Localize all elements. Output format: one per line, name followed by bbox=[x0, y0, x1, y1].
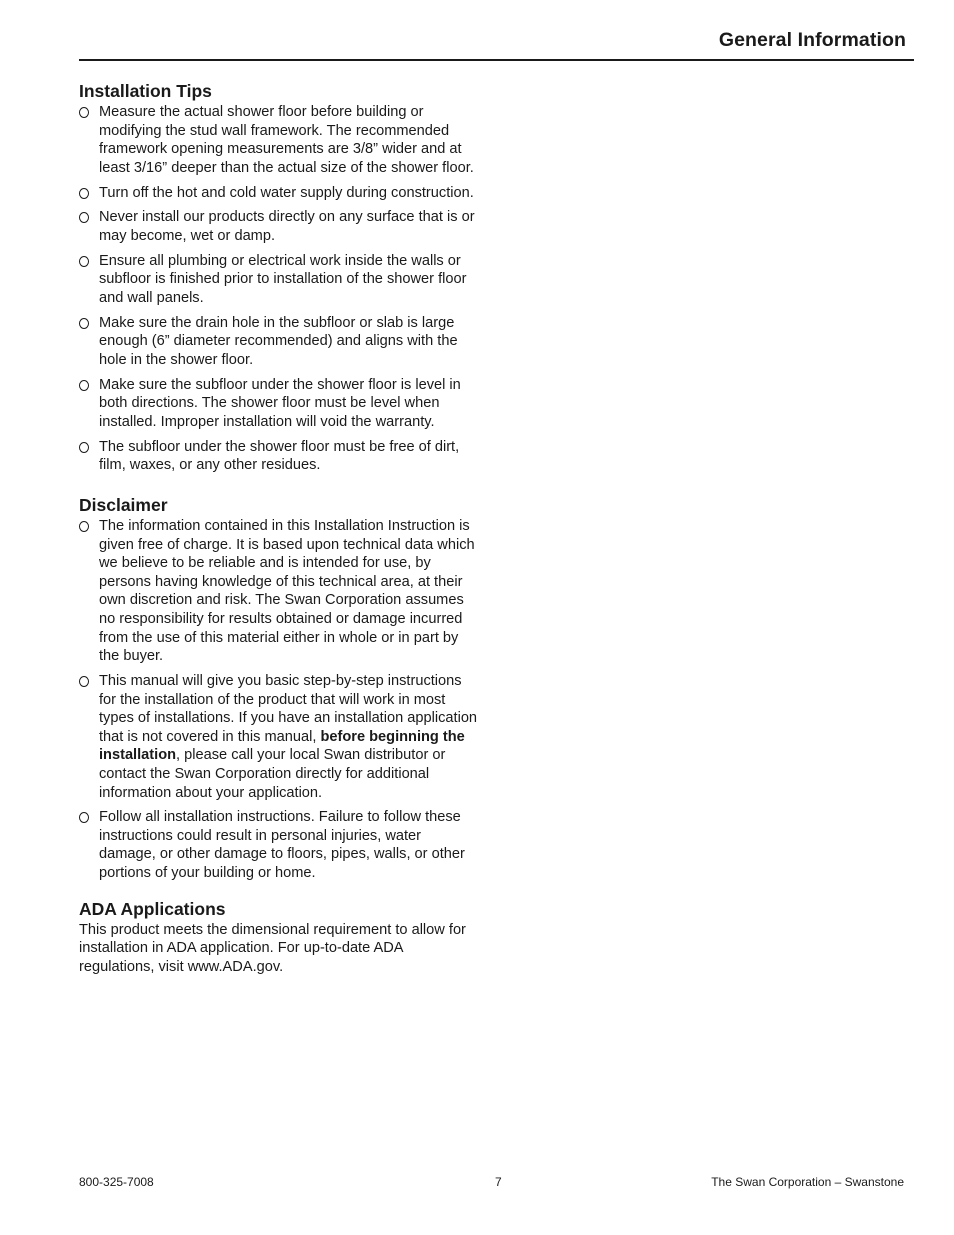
list-item bbox=[79, 517, 479, 666]
circle-bullet-icon bbox=[79, 212, 89, 223]
circle-bullet-icon bbox=[79, 256, 89, 267]
list-item bbox=[79, 808, 479, 882]
main-content bbox=[79, 81, 479, 977]
circle-bullet-icon bbox=[79, 812, 89, 823]
list-item-text-part: , please call your local Swan distributor or contact the Swan Corporation directly for additional information about your application. bbox=[99, 747, 446, 801]
list-item bbox=[79, 314, 479, 370]
list-item-text: Never install our products directly on any surface that is or may become, wet or damp. bbox=[99, 209, 475, 244]
list-item-text-part: This manual will give you basic step-by-step instructions for the installation of the product that will work in most types of installations. If you have an installation application that is not covered in this manual, bbox=[99, 672, 478, 745]
list-item bbox=[79, 252, 479, 308]
footer-company: The Swan Corporation – Swanstone bbox=[711, 1175, 904, 1189]
list-item-text: Ensure all plumbing or electrical work inside the walls or subfloor is finished prior to installation of the shower floor and wall panels. bbox=[99, 252, 467, 306]
installation-tips-list bbox=[79, 103, 479, 475]
footer-page-number: 7 bbox=[495, 1175, 502, 1189]
ada-applications-heading: ADA Applications bbox=[79, 898, 226, 919]
circle-bullet-icon bbox=[79, 521, 89, 532]
list-item bbox=[79, 208, 479, 245]
disclaimer-heading: Disclaimer bbox=[79, 495, 168, 515]
circle-bullet-icon bbox=[79, 188, 89, 199]
circle-bullet-icon bbox=[79, 676, 89, 687]
circle-bullet-icon bbox=[79, 442, 89, 453]
page-title: General Information bbox=[718, 29, 906, 51]
list-item bbox=[79, 438, 479, 475]
circle-bullet-icon bbox=[79, 380, 89, 391]
circle-bullet-icon bbox=[79, 318, 89, 329]
list-item bbox=[79, 103, 479, 177]
list-item bbox=[79, 376, 479, 432]
installation-tips-heading: Installation Tips bbox=[79, 81, 212, 101]
list-item-text: Turn off the hot and cold water supply during construction. bbox=[99, 184, 474, 201]
list-item bbox=[79, 184, 479, 203]
list-item-text: Measure the actual shower floor before building or modifying the stud wall framework. The recommended framework opening measurements are 3/8” wider and at least 3/16” deeper than the actual size of the shower floor. bbox=[99, 104, 474, 176]
circle-bullet-icon bbox=[79, 107, 89, 118]
list-item-text: Follow all installation instructions. Failure to follow these instructions could result in personal injuries, water damage, or other damage to floors, pipes, walls, or other portions of your building or home. bbox=[99, 809, 465, 882]
disclaimer-list bbox=[79, 517, 479, 883]
footer-phone: 800-325-7008 bbox=[79, 1175, 154, 1189]
list-item-text: The information contained in this Installation Instruction is given free of charge. It is based upon technical data which we believe to be reliable and is intended for use, by persons having knowledge of this technical area, at their own discretion and risk. The Swan Corporation assumes no responsibility for results obtained or damage incurred from the use of this material either in whole or in part by the buyer. bbox=[99, 518, 475, 665]
list-item-text: The subfloor under the shower floor must be free of dirt, film, waxes, or any other residues. bbox=[99, 438, 460, 474]
header-divider bbox=[79, 59, 914, 61]
emphasis-text: before beginning the installation bbox=[99, 728, 465, 764]
list-item-text bbox=[99, 673, 477, 801]
list-item-text: Make sure the drain hole in the subfloor or slab is large enough (6” diameter recommended) and aligns with the hole in the shower floor. bbox=[99, 314, 458, 368]
ada-applications-text: This product meets the dimensional requirement to allow for installation in ADA application. For up-to-date ADA regulations, visit www.ADA.gov. bbox=[79, 921, 466, 976]
list-item bbox=[79, 672, 479, 802]
list-item-text: Make sure the subfloor under the shower floor is level in both directions. The shower floor must be level when installed. Improper installation will void the warranty. bbox=[99, 376, 461, 430]
